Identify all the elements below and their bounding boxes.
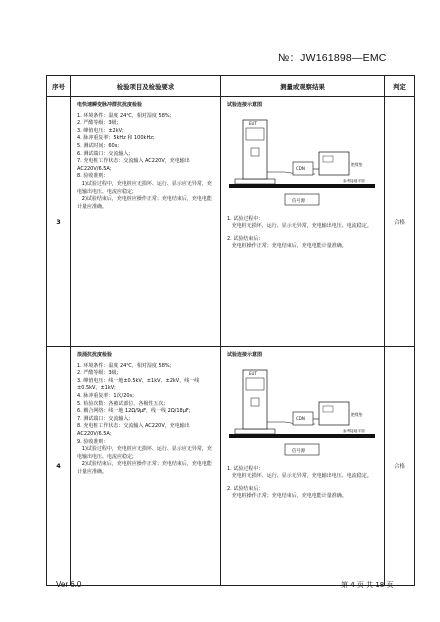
eut-display <box>246 128 264 140</box>
header-results: 测量或观察结果 <box>221 76 385 97</box>
measurement-lines <box>227 466 380 501</box>
test-setup-diagram <box>227 114 380 210</box>
verdict: 合格 <box>385 97 415 347</box>
measurement-line: 充电桩无损坏、运行、显示无异常，充电输出电压、电流稳定。 <box>227 473 372 480</box>
eut-panel <box>251 398 259 406</box>
document-number: №：JW161898—EMC <box>278 52 387 64</box>
requirement-line: 1)试验过程中，充电桩应无损坏、运行、显示应无异常，充电输出电压、电流应稳定; <box>77 180 212 195</box>
inspection-table <box>46 75 415 586</box>
table-header-row <box>47 76 415 97</box>
measurement-line: 充电桩操作正常；充电结束后，充电电能计量准确。 <box>227 493 347 500</box>
requirement-line: 7. 充电桩工作状态：交流输入 AC220V，充电输出 AC220V/6.5A; <box>77 158 192 172</box>
plane-label: 参考接地平面 <box>343 428 365 433</box>
requirement-line: 6. 耦合网络：线一地 12Ω/9μF，线一线 2Ω/18μF; <box>77 408 191 415</box>
requirement-line: 8. 充电桩工作状态：交流输入 AC220V，充电输出 AC220V/6.5A; <box>77 423 192 437</box>
requirement-line: 4. 脉冲重复率：5kHz 和 100kHz; <box>77 135 155 142</box>
requirement-line: 7. 测试端口：交流输入; <box>77 415 131 422</box>
generator-box <box>319 152 349 175</box>
requirement-line: 2)试验结束后，充电桩应操作正常；充电结束后，充电电能计量应准确。 <box>77 461 212 475</box>
requirement-line: 1)试验过程中，充电桩应无损坏、运行、显示应无异常，充电输出电压、电流应稳定; <box>77 446 212 460</box>
signal-source-label: 信号源 <box>292 448 306 454</box>
insulation-label: 绝缘垫 <box>351 411 363 417</box>
cdn-label: CDN <box>296 165 305 171</box>
measurement-line: 2. 试验结束后： <box>227 485 264 492</box>
measurement-line: 1. 试验过程中： <box>227 215 264 222</box>
verdict: 合格 <box>385 347 415 586</box>
generator-screen <box>323 406 333 412</box>
insulation-pad <box>235 179 275 184</box>
requirement-line: 6. 测试端口：交流输入; <box>77 150 131 157</box>
requirement-line: 2. 严酷等级：3级; <box>77 120 119 127</box>
header-serial: 序号 <box>47 76 71 97</box>
diagram-title: 试验连接示意图 <box>227 352 263 358</box>
requirement-line: 1. 环境条件：温度 24℃，相对湿度 58%; <box>77 112 172 119</box>
insulation-pad <box>235 429 275 434</box>
requirement-line: 5. 测试时间：60s; <box>77 142 120 149</box>
requirement-line: 2)试验结束后，充电桩应操作正常；充电结束后，充电电能计量应准确。 <box>77 196 212 210</box>
requirement-lines <box>77 113 216 212</box>
page-number: 第 4 页 共 18 页 <box>341 581 394 589</box>
diagram-svg <box>227 364 379 460</box>
eut-label: EUT <box>249 120 257 126</box>
requirement-line: 8. 验收准则： <box>77 173 109 180</box>
measurement-line: 1. 试验过程中： <box>227 465 264 472</box>
measurement-lines <box>227 216 380 251</box>
measurement-line: 充电桩无损坏，运行、显示无异常，充电输出电压、电流稳定。 <box>227 223 372 230</box>
measurement-line: 充电桩操作正常；充电结束后，充电电能计量准确。 <box>227 243 347 250</box>
table-row <box>47 97 415 347</box>
row-number: 3 <box>47 97 71 347</box>
requirement-line: 9. 验收准则： <box>77 438 109 445</box>
test-requirements-cell <box>71 347 221 586</box>
requirement-lines <box>77 363 216 477</box>
generator-box <box>319 402 349 425</box>
test-title: 浪涌抗扰度检验 <box>77 352 113 358</box>
table-row <box>47 347 415 586</box>
requirement-line: 2. 严酷等级：3级; <box>77 370 119 377</box>
requirement-line: 3. 峰值电压：线一地±0.5kV、±1kV、±2kV，线一线±0.5kV、±1kV; <box>77 377 200 392</box>
requirement-line: 4. 脉冲重复率：1次/20s; <box>77 392 134 399</box>
test-requirements-cell <box>71 97 221 347</box>
requirement-line: 1. 环境条件：温度 24℃，相对湿度 58%; <box>77 362 172 369</box>
row-number: 4 <box>47 347 71 586</box>
cdn-label: CDN <box>296 415 305 421</box>
eut-label: EUT <box>249 370 257 376</box>
version-label: Ver 6.0 <box>56 580 82 589</box>
requirement-line: 5. 检验次数：各被试部位、各极性五次; <box>77 400 166 407</box>
test-setup-diagram <box>227 364 380 460</box>
measurement-cell <box>221 347 385 586</box>
ground-plane-bar <box>229 434 375 438</box>
test-title: 电快速瞬变脉冲群抗扰度检验 <box>77 102 143 108</box>
header-items: 检验项目及检验要求 <box>71 76 221 97</box>
plane-label: 参考接地平面 <box>343 178 365 183</box>
generator-screen <box>323 156 333 162</box>
eut-display <box>246 378 264 390</box>
measurement-line: 2. 试验结束后： <box>227 235 264 242</box>
eut-panel <box>251 148 259 156</box>
diagram-svg <box>227 114 379 210</box>
diagram-title: 试验连接示意图 <box>227 102 263 108</box>
header-verdict: 判定 <box>385 76 415 97</box>
requirement-line: 3. 峰值电压：±2kV; <box>77 127 124 134</box>
measurement-cell <box>221 97 385 347</box>
signal-source-label: 信号源 <box>292 198 306 204</box>
insulation-label: 绝缘垫 <box>351 161 363 167</box>
ground-plane-bar <box>229 184 375 188</box>
